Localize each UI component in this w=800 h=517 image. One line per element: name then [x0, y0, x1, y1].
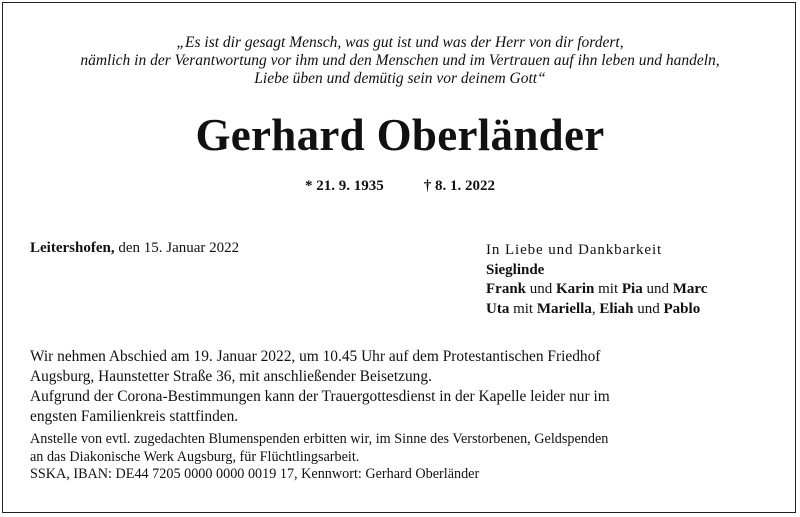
connector-text: und	[642, 281, 673, 297]
donation-bank-line: SSKA, IBAN: DE44 7205 0000 0000 0019 17, Kennwort: Gerhard Oberländer	[30, 466, 480, 482]
place-and-date	[30, 239, 239, 257]
connector-text: und	[526, 281, 557, 297]
mourners-line	[486, 261, 786, 281]
mourner-name: Karin	[556, 281, 595, 297]
mourners-block	[486, 241, 786, 319]
mourner-name: Pia	[621, 281, 643, 297]
place-date: den 15. Januar 2022	[114, 240, 240, 256]
mourner-name: Uta	[486, 300, 510, 317]
mourner-name: Eliah	[599, 300, 634, 317]
mourners-line	[486, 300, 786, 320]
donation-details	[30, 431, 775, 484]
quote-line: nämlich in der Verantwortung vor ihm und den Menschen und im Vertrauen auf ihn leben und handeln,	[80, 52, 720, 69]
death-date: † 8. 1. 2022	[423, 178, 495, 194]
quote-line: „Es ist dir gesagt Mensch, was gut ist und was der Herr von dir fordert,	[176, 34, 624, 51]
mourners-intro: In Liebe und Dankbarkeit	[486, 242, 663, 258]
service-line: Aufgrund der Corona-Bestimmungen kann der Trauergottesdienst in der Kapelle leider nur im	[30, 388, 610, 405]
service-details	[30, 347, 775, 427]
place-town: Leitershofen,	[30, 240, 115, 256]
donation-line: an das Diakonische Werk Augsburg, für Flüchtlingsarbeit.	[30, 448, 360, 465]
mourner-name: Frank	[486, 281, 527, 297]
connector-text: mit	[509, 300, 537, 317]
deceased-name: Gerhard Oberländer	[195, 110, 605, 160]
quote-line: Liebe üben und demütig sein vor deinem Gott“	[254, 70, 546, 87]
mourner-name: Mariella	[536, 300, 592, 317]
service-line: engsten Familienkreis stattfinden.	[30, 408, 239, 425]
bible-quote	[0, 34, 800, 88]
birth-date: * 21. 9. 1935	[305, 178, 384, 194]
connector-text: ,	[591, 300, 600, 317]
mourner-name: Marc	[672, 281, 708, 297]
mourner-name: Sieglinde	[486, 261, 545, 278]
service-line: Wir nehmen Abschied am 19. Januar 2022, um 10.45 Uhr auf dem Protestantischen Friedhof	[30, 348, 601, 365]
mourners-line	[486, 280, 786, 300]
connector-text: mit	[594, 281, 622, 297]
service-line: Augsburg, Haunstetter Straße 36, mit anschließender Beisetzung.	[30, 368, 432, 385]
life-dates	[0, 177, 800, 195]
mourner-name: Pablo	[663, 300, 701, 317]
connector-text: und	[633, 300, 664, 317]
donation-line: Anstelle von evtl. zugedachten Blumenspenden erbitten wir, im Sinne des Verstorbenen, Geldspenden	[30, 431, 609, 447]
